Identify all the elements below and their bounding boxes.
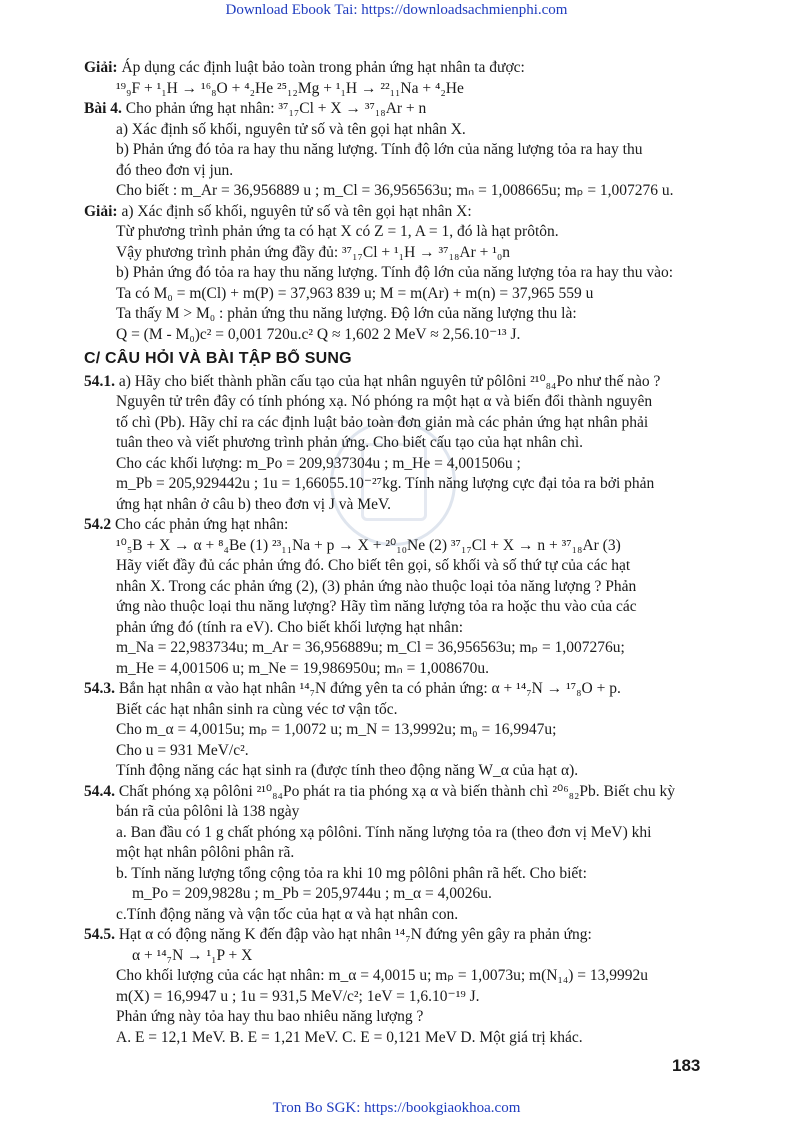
line-text: phản ứng đó (tính ra eV). Cho biết khối lượng hạt nhân: — [116, 618, 463, 636]
line-text: A. E = 12,1 MeV. B. E = 1,21 MeV. C. E = 0,121 MeV D. Một giá trị khác. — [116, 1028, 583, 1046]
line-text: Vậy phương trình phản ứng đầy đủ: ³⁷₁₇Cl + ¹₁H → ³⁷₁₈Ar + ¹₀n — [116, 243, 511, 261]
text-line — [84, 884, 714, 905]
text-line — [84, 99, 714, 120]
line-text: b) Phản ứng đó tỏa ra hay thu năng lượng. Tính độ lớn của năng lượng tỏa ra hay thu — [116, 141, 643, 158]
line-text: Hãy viết đầy đủ các phản ứng đó. Cho biết tên gọi, số khối và số thứ tự của các hạt — [116, 557, 631, 574]
line-text: Q = (M - M₀)c² = 0,001 720u.c² Q ≈ 1,602 2 MeV ≈ 2,56.10⁻¹³ J. — [116, 325, 521, 343]
page-number: 183 — [672, 1056, 701, 1075]
text-line — [84, 618, 714, 639]
text-line — [84, 413, 714, 434]
text-line — [84, 58, 714, 79]
text-line — [84, 454, 714, 475]
text-line — [84, 474, 714, 495]
line-text: a) Xác định số khối, nguyên tử số và tên gọi hạt nhân X. — [116, 120, 466, 138]
line-text: a) Xác định số khối, nguyên tử số và tên gọi hạt nhân X: — [117, 202, 472, 220]
text-line — [84, 181, 714, 202]
text-line — [84, 782, 714, 803]
line-text: Phản ứng này tỏa hay thu bao nhiêu năng lượng ? — [116, 1008, 424, 1025]
line-text: Nguyên tử trên đây có tính phóng xạ. Nó phóng ra một hạt α và biến đổi thành nguyên — [116, 393, 653, 410]
line-text: ¹⁰₅B + X → α + ⁸₄Be (1) ²³₁₁Na + p → X + ²⁰₁₀Ne (2) ³⁷₁₇Cl + X → n + ³⁷₁₈Ar (3) — [116, 536, 621, 554]
line-text: Biết các hạt nhân sinh ra cùng véc tơ vận tốc. — [116, 700, 398, 718]
bottom-download-banner[interactable] — [0, 1100, 793, 1117]
line-text: b. Tính năng lượng tổng cộng tỏa ra khi 10 mg pôlôni phân rã hết. Cho biết: — [116, 864, 587, 882]
text-line — [84, 864, 714, 885]
line-text: m_He = 4,001506 u; m_Ne = 19,986950u; mₙ = 1,008670u. — [116, 659, 489, 677]
text-line — [84, 304, 714, 325]
text-line — [84, 597, 714, 618]
text-line — [84, 843, 714, 864]
top-banner-text[interactable]: Download Ebook Tai: https://downloadsachmienphi.com — [225, 2, 568, 18]
line-text: C/ CÂU HỎI VÀ BÀI TẬP BỔ SUNG — [84, 350, 352, 367]
text-line — [84, 202, 714, 223]
text-line — [84, 536, 714, 557]
text-line — [84, 372, 714, 393]
line-text: Cho các khối lượng: m_Po = 209,937304u ; m_He = 4,001506u ; — [116, 454, 521, 472]
line-text: Cho u = 931 MeV/c². — [116, 741, 249, 759]
text-line — [84, 263, 714, 284]
exercise-label: Giải: — [84, 59, 118, 76]
line-text: một hạt nhân pôlôni phân rã. — [116, 844, 295, 861]
line-text: Ta thấy M > M₀ : phản ứng thu năng lượng. Độ lớn của năng lượng thu là: — [116, 305, 577, 322]
text-line — [84, 946, 714, 967]
text-line — [84, 761, 714, 782]
text-line — [84, 700, 714, 721]
text-line — [84, 433, 714, 454]
line-text: Cho m_α = 4,0015u; mₚ = 1,0072 u; m_N = 13,9992u; m₀ = 16,9947u; — [116, 721, 557, 738]
line-text: ứng hạt nhân ở câu b) theo đơn vị J và MeV. — [116, 495, 392, 513]
text-line — [84, 515, 714, 536]
line-text: b) Phản ứng đó tỏa ra hay thu năng lượng. Tính độ lớn của năng lượng tỏa ra hay thu vào: — [116, 264, 674, 281]
text-line — [84, 679, 714, 700]
section-heading — [84, 349, 714, 370]
exercise-label: Bài 4. — [84, 100, 122, 117]
text-line — [84, 966, 714, 987]
line-text: Cho phản ứng hạt nhân: ³⁷₁₇Cl + X → ³⁷₁₈Ar + n — [121, 100, 427, 117]
line-text: m_Na = 22,983734u; m_Ar = 36,956889u; m_Cl = 36,956563u; mₚ = 1,007276u; — [116, 639, 625, 656]
line-text: Tính động năng các hạt sinh ra (được tính theo động năng W_α của hạt α). — [116, 762, 579, 779]
line-text: m_Po = 209,9828u ; m_Pb = 205,9744u ; m_α = 4,0026u. — [132, 885, 492, 902]
text-line — [84, 161, 714, 182]
text-line — [84, 1007, 714, 1028]
text-line — [84, 140, 714, 161]
line-text: Cho các phản ứng hạt nhân: — [111, 516, 289, 533]
line-text: ¹⁹₉F + ¹₁H → ¹⁶₈O + ⁴₂He ²⁵₁₂Mg + ¹₁H → ²²₁₁Na + ⁴₂He — [116, 79, 464, 97]
exercise-label: 54.5. — [84, 926, 115, 943]
line-text: Hạt α có động năng K đến đập vào hạt nhân ¹⁴₇N đứng yên gây ra phản ứng: — [115, 926, 592, 943]
text-line — [84, 325, 714, 346]
line-text: Bắn hạt nhân α vào hạt nhân ¹⁴₇N đứng yên ta có phản ứng: α + ¹⁴₇N → ¹⁷₈O + p. — [115, 680, 621, 697]
line-text: a. Ban đầu có 1 g chất phóng xạ pôlôni. Tính năng lượng tỏa ra (theo đơn vị MeV) khi — [116, 823, 652, 841]
line-text: m_Pb = 205,929442u ; 1u = 1,66055.10⁻²⁷kg. Tính năng lượng cực đại tỏa ra bởi phản — [116, 475, 655, 492]
line-text: α + ¹⁴₇N → ¹₁P + X — [132, 946, 253, 964]
exercise-label: 54.4. — [84, 782, 115, 800]
text-line — [84, 987, 714, 1008]
text-line — [84, 802, 714, 823]
text-line — [84, 495, 714, 516]
text-line — [84, 243, 714, 264]
line-text: bán rã của pôlôni là 138 ngày — [116, 803, 300, 820]
text-line — [84, 741, 714, 762]
exercise-label: 54.1. — [84, 372, 115, 390]
line-text: a) Hãy cho biết thành phần cấu tạo của hạt nhân nguyên tử pôlôni ²¹⁰₈₄Po như thế nào ? — [115, 372, 661, 390]
line-text: c.Tính động năng và vận tốc của hạt α và hạt nhân con. — [116, 905, 459, 923]
text-line — [84, 720, 714, 741]
bottom-banner-text[interactable]: Tron Bo SGK: https://bookgiaokhoa.com — [272, 1100, 521, 1116]
line-text: tố chì (Pb). Hãy chỉ ra các định luật bảo toàn đơn giản mà các phản ứng hạt nhân phải — [116, 413, 649, 431]
exercise-label: Giải: — [84, 202, 118, 220]
text-line — [84, 222, 714, 243]
line-text: nhân X. Trong các phản ứng (2), (3) phản ứng nào thuộc loại tỏa năng lượng ? Phản — [116, 577, 637, 595]
line-text: Từ phương trình phản ứng ta có hạt X có Z = 1, A = 1, đó là hạt prôtôn. — [116, 223, 559, 240]
line-text: tuân theo và viết phương trình phản ứng. Cho biết cấu tạo của hạt nhân chì. — [116, 434, 584, 451]
text-line — [84, 284, 714, 305]
line-text: Ta có M₀ = m(Cl) + m(P) = 37,963 839 u; M = m(Ar) + m(n) = 37,965 559 u — [116, 284, 594, 302]
text-line — [84, 823, 714, 844]
top-download-banner[interactable] — [0, 2, 793, 19]
line-text: Áp dụng các định luật bảo toàn trong phản ứng hạt nhân ta được: — [117, 59, 525, 76]
text-line — [84, 659, 714, 680]
exercise-label: 54.2 — [84, 516, 112, 533]
line-text: Chất phóng xạ pôlôni ²¹⁰₈₄Po phát ra tia phóng xạ α và biến thành chì ²⁰⁶₈₂Pb. Biết chu kỳ — [115, 782, 676, 800]
text-line — [84, 925, 714, 946]
line-text: Cho khối lượng của các hạt nhân: m_α = 4,0015 u; mₚ = 1,0073u; m(N₁₄) = 13,9992u — [116, 967, 649, 984]
line-text: m(X) = 16,9947 u ; 1u = 931,5 MeV/c²; 1eV = 1,6.10⁻¹⁹ J. — [116, 987, 480, 1005]
line-text: Cho biết : m_Ar = 36,956889 u ; m_Cl = 36,956563u; mₙ = 1,008665u; mₚ = 1,007276 u. — [116, 182, 674, 199]
text-line — [84, 392, 714, 413]
text-line — [84, 79, 714, 100]
text-line — [84, 638, 714, 659]
text-line — [84, 556, 714, 577]
exercise-label: 54.3. — [84, 680, 115, 697]
document-page — [84, 58, 714, 1048]
text-line — [84, 905, 714, 926]
text-line — [84, 120, 714, 141]
text-line — [84, 577, 714, 598]
line-text: đó theo đơn vị jun. — [116, 161, 234, 179]
line-text: ứng nào thuộc loại thu năng lượng? Hãy tìm năng lượng tỏa ra hoặc thu vào của các — [116, 598, 637, 615]
text-line — [84, 1028, 714, 1049]
